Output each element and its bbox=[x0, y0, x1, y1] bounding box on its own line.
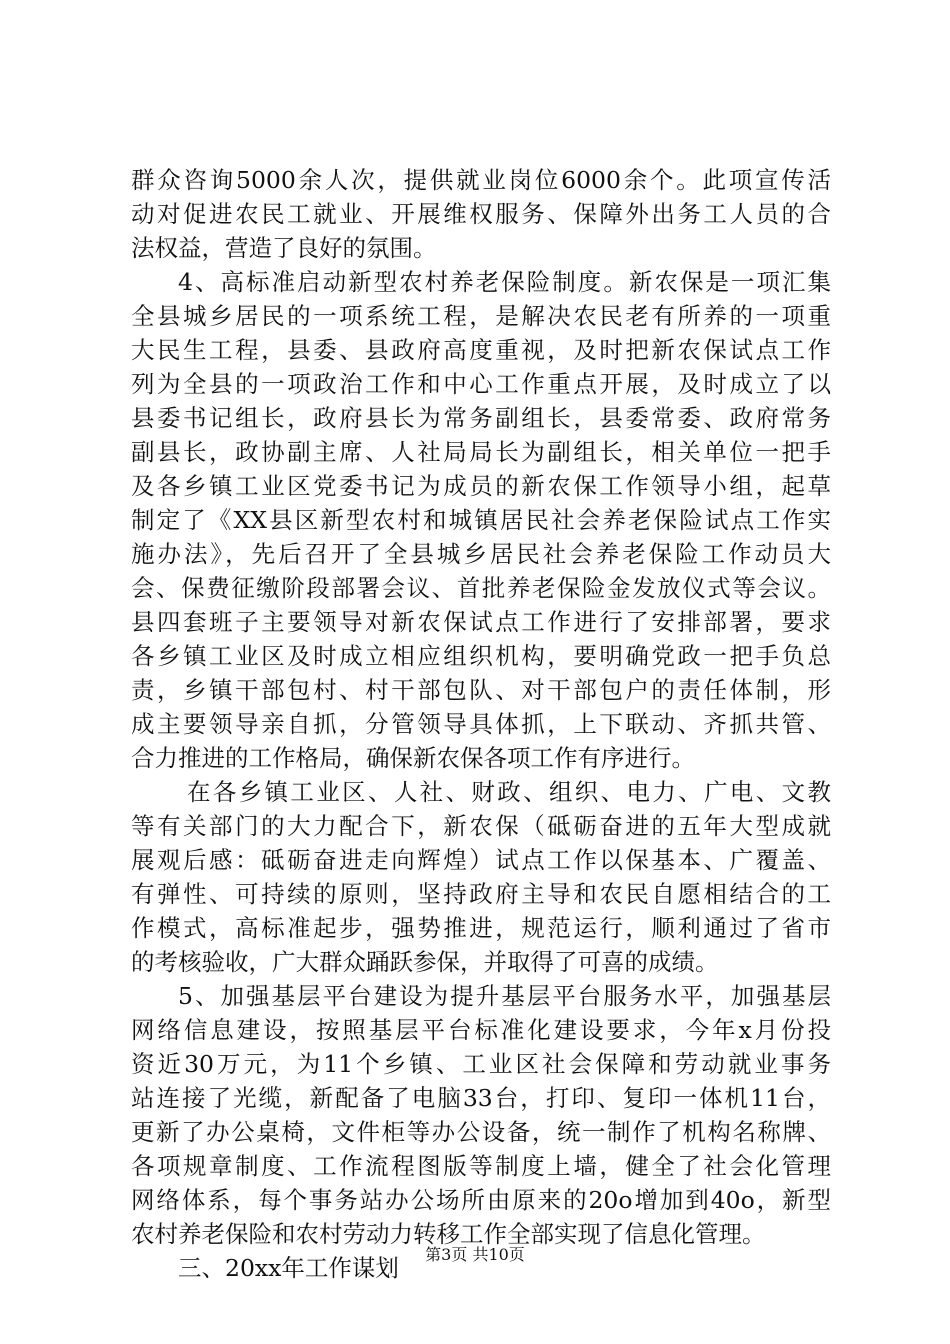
text-line: 各项规章制度、工作流程图版等制度上墙，健全了社会化管理 bbox=[131, 1152, 831, 1180]
text-line: 展观后感：砥砺奋进走向辉煌）试点工作以保基本、广覆盖、 bbox=[131, 846, 831, 874]
text-line: 责，乡镇干部包村、村干部包队、对干部包户的责任体制，形 bbox=[131, 676, 831, 704]
paragraph-start-line: 5、加强基层平台建设为提升基层平台服务水平，加强基层 bbox=[178, 982, 831, 1010]
text-line: 动对促进农民工就业、开展维权服务、保障外出务工人员的合 bbox=[131, 200, 831, 228]
text-line: 合力推进的工作格局，确保新农保各项工作有序进行。 bbox=[131, 744, 695, 772]
text-line: 等有关部门的大力配合下，新农保（砥砺奋进的五年大型成就 bbox=[131, 812, 831, 840]
text-line: 成主要领导亲自抓，分管领导具体抓，上下联动、齐抓共管、 bbox=[131, 710, 831, 738]
text-line: 法权益，营造了良好的氛围。 bbox=[131, 234, 437, 262]
text-line: 制定了《XX县区新型农村和城镇居民社会养老保险试点工作实 bbox=[131, 506, 831, 534]
text-line: 会、保费征缴阶段部署会议、首批养老保险金发放仪式等会议。 bbox=[131, 574, 831, 602]
text-line: 群众咨询5000余人次，提供就业岗位6000余个。此项宣传活 bbox=[131, 166, 831, 194]
text-line: 施办法》，先后召开了全县城乡居民社会养老保险工作动员大 bbox=[131, 540, 831, 568]
text-line: 资近30万元，为11个乡镇、工业区社会保障和劳动就业事务 bbox=[131, 1050, 831, 1078]
text-line: 的考核验收，广大群众踊跃参保，并取得了可喜的成绩。 bbox=[131, 948, 719, 976]
text-line: 站连接了光缆，新配备了电脑33台，打印、复印一体机11台， bbox=[131, 1084, 831, 1112]
text-line: 更新了办公桌椅，文件柜等办公设备，统一制作了机构名称牌、 bbox=[131, 1118, 831, 1146]
text-line: 网络信息建设，按照基层平台标准化建设要求，今年x月份投 bbox=[131, 1016, 831, 1044]
text-line: 县委书记组长，政府县长为常务副组长，县委常委、政府常务 bbox=[131, 404, 831, 432]
text-line: 各乡镇工业区及时成立相应组织机构，要明确党政一把手负总 bbox=[131, 642, 831, 670]
text-line: 作模式，高标准起步，强势推进，规范运行，顺利通过了省市 bbox=[131, 914, 831, 942]
text-line: 及各乡镇工业区党委书记为成员的新农保工作领导小组，起草 bbox=[131, 472, 831, 500]
paragraph-start-line: 在各乡镇工业区、人社、财政、组织、电力、广电、文教 bbox=[187, 778, 831, 806]
page-footer: 第3页 共10页 bbox=[425, 1245, 525, 1264]
text-line: 大民生工程，县委、县政府高度重视，及时把新农保试点工作 bbox=[131, 336, 831, 364]
text-line: 农村养老保险和农村劳动力转移工作全部实现了信息化管理。 bbox=[131, 1220, 766, 1248]
text-line: 有弹性、可持续的原则，坚持政府主导和农民自愿相结合的工 bbox=[131, 880, 831, 908]
text-line: 列为全县的一项政治工作和中心工作重点开展，及时成立了以 bbox=[131, 370, 831, 398]
section-heading: 三、20xx年工作谋划 bbox=[178, 1254, 399, 1282]
paragraph-start-line: 4、高标准启动新型农村养老保险制度。新农保是一项汇集 bbox=[178, 268, 831, 296]
document-body bbox=[131, 163, 831, 1285]
text-line: 副县长，政协副主席、人社局局长为副组长，相关单位一把手 bbox=[131, 438, 831, 466]
text-line: 全县城乡居民的一项系统工程，是解决农民老有所养的一项重 bbox=[131, 302, 831, 330]
text-line: 县四套班子主要领导对新农保试点工作进行了安排部署，要求 bbox=[131, 608, 831, 636]
text-line: 网络体系，每个事务站办公场所由原来的20o增加到40o，新型 bbox=[131, 1186, 831, 1214]
